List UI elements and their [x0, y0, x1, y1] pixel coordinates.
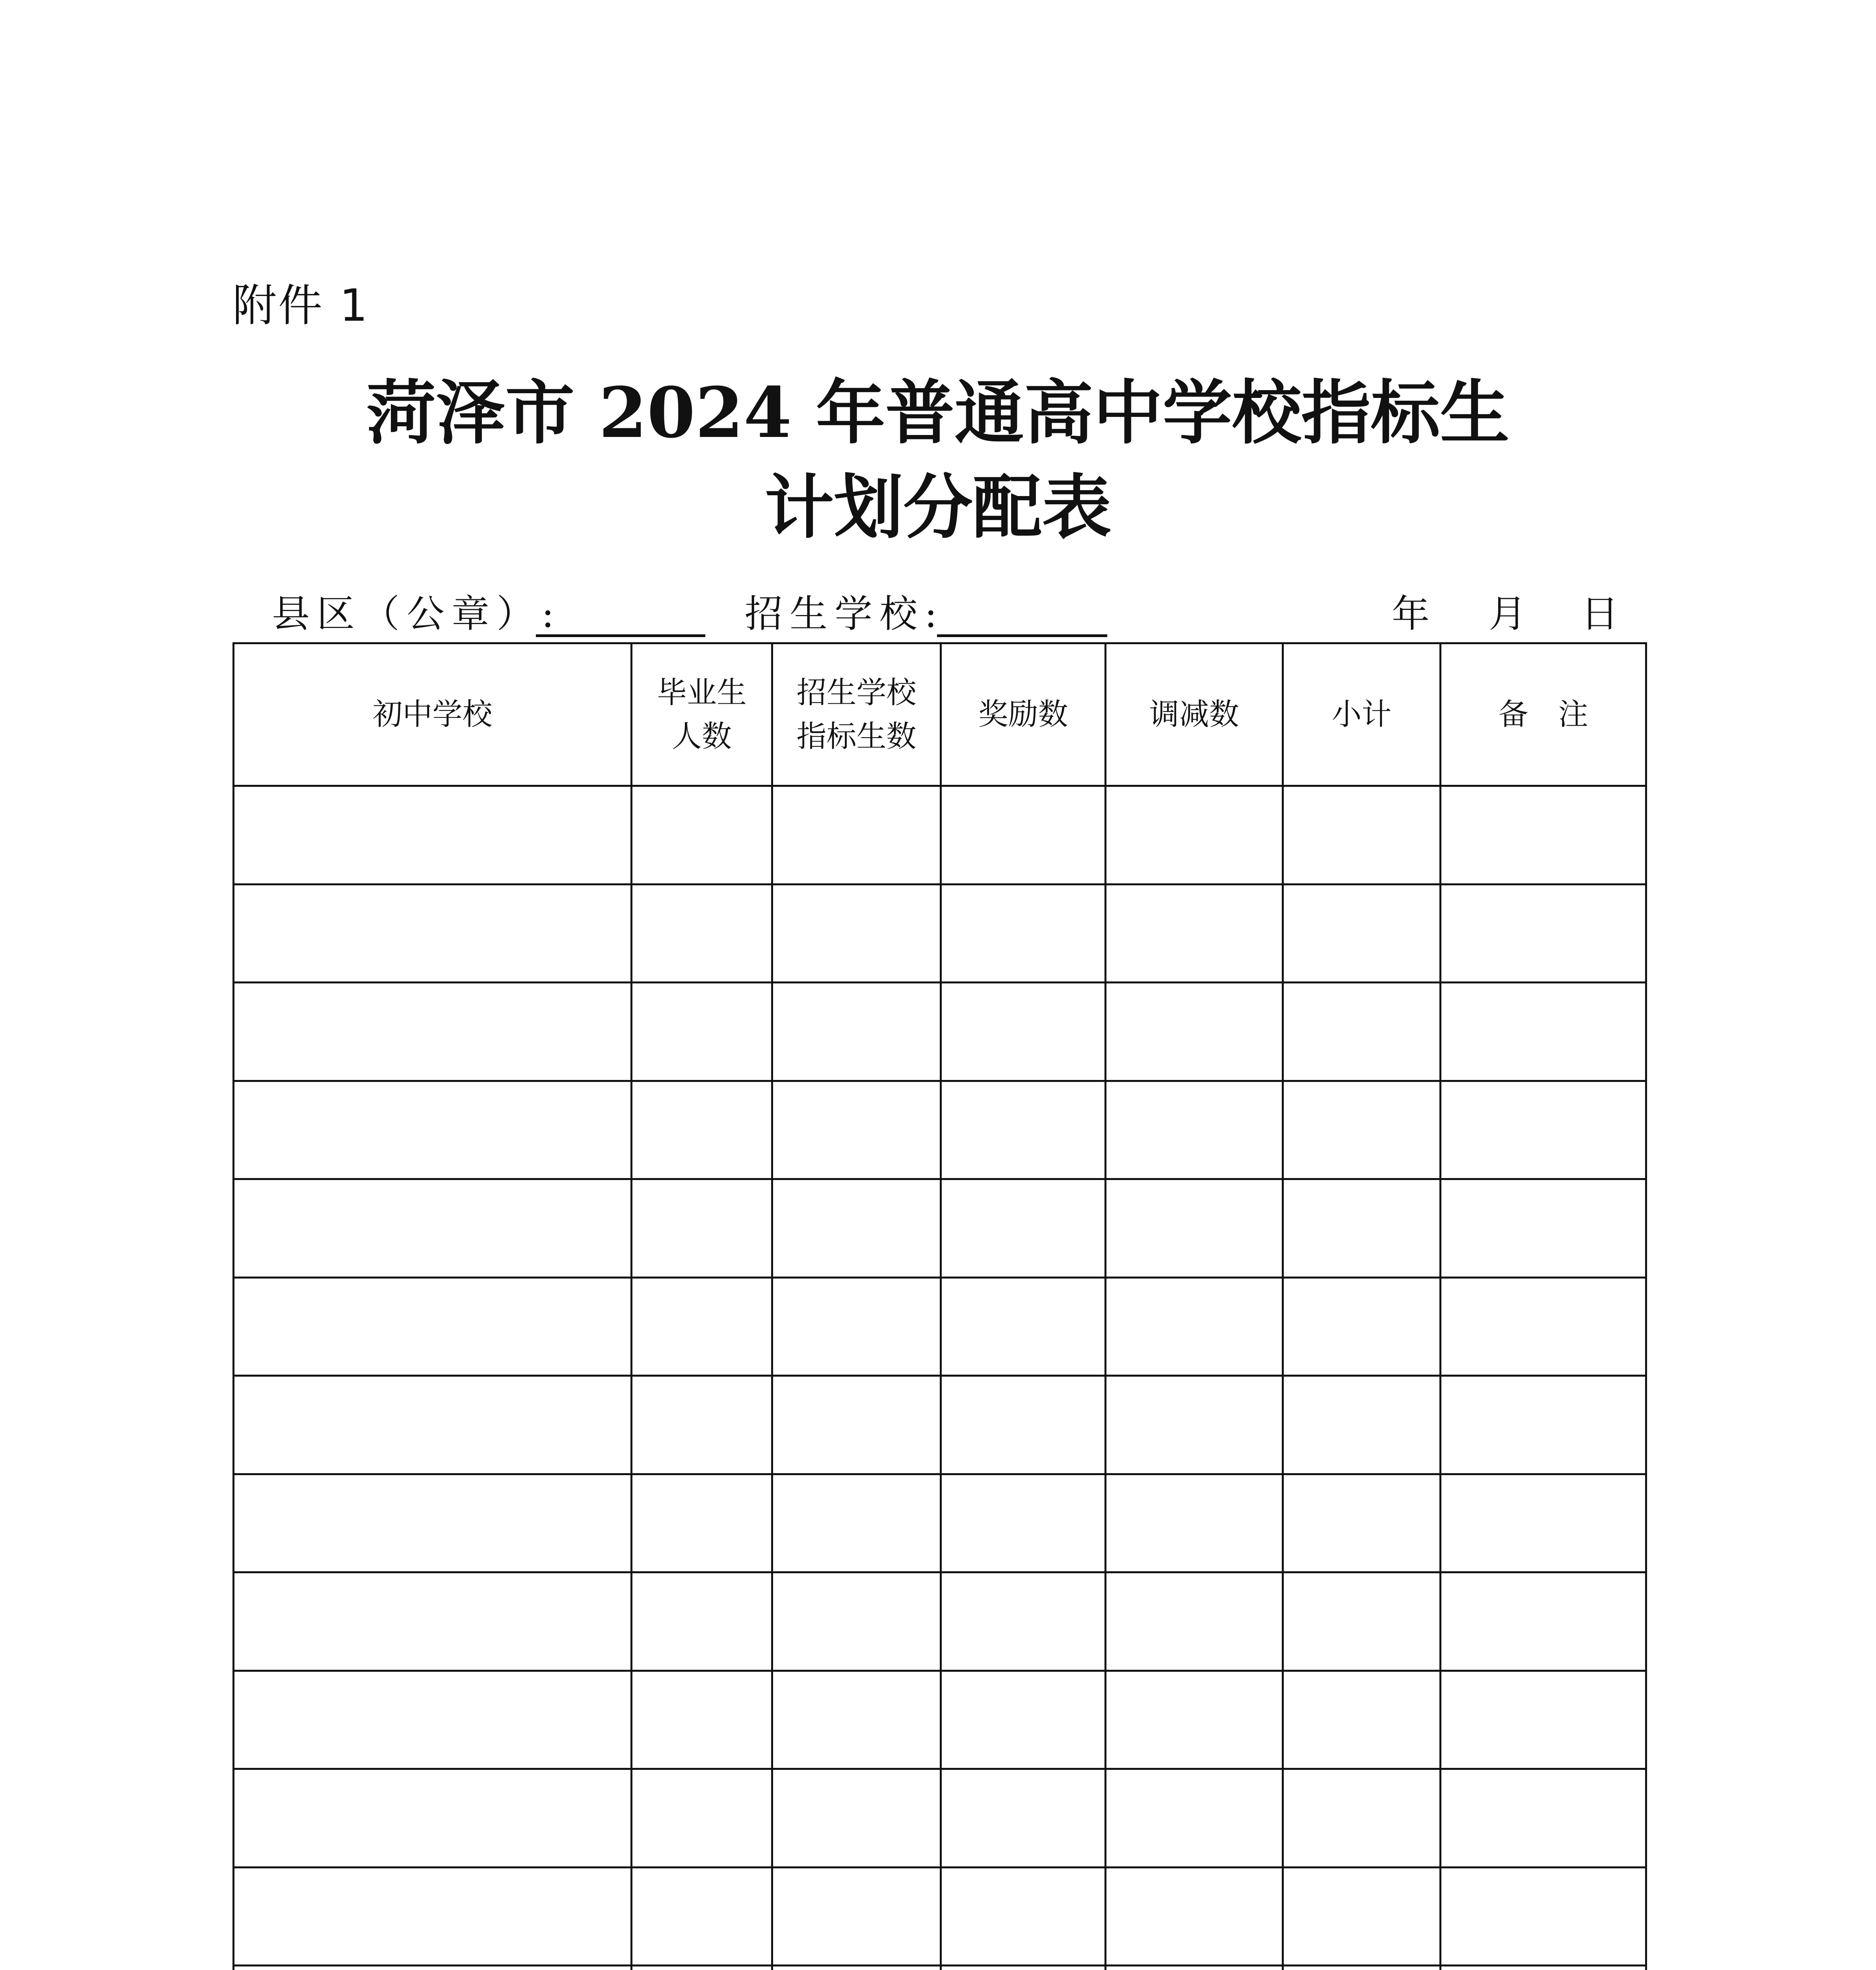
graduates-cell[interactable] [632, 1179, 772, 1278]
quota-cell[interactable] [772, 1179, 941, 1278]
quota-cell[interactable] [772, 1572, 941, 1671]
county-seal-label: 县区（公章）: [272, 592, 561, 636]
table-row [234, 1179, 1646, 1278]
junior-school-cell[interactable] [234, 1867, 632, 1966]
junior-school-cell[interactable] [234, 1179, 632, 1278]
reward-cell[interactable] [941, 1572, 1106, 1671]
table-row [234, 1671, 1646, 1769]
remarks-cell[interactable] [1441, 1179, 1646, 1278]
remarks-cell[interactable] [1441, 1671, 1646, 1769]
reduction-cell[interactable] [1106, 1867, 1283, 1966]
remarks-cell[interactable] [1441, 786, 1646, 885]
month-label: 月 [1489, 592, 1526, 636]
table-row [234, 1867, 1646, 1966]
reduction-cell[interactable] [1106, 1081, 1283, 1179]
table-row [234, 786, 1646, 885]
year-label: 年 [1392, 592, 1430, 636]
junior-school-cell[interactable] [234, 1572, 632, 1671]
reward-cell[interactable] [941, 1277, 1106, 1376]
junior-school-cell[interactable] [234, 1376, 632, 1474]
table-row [234, 1474, 1646, 1572]
graduates-cell[interactable] [632, 1376, 772, 1474]
graduates-cell[interactable] [632, 1966, 772, 1970]
subtotal-cell[interactable] [1283, 983, 1441, 1081]
remarks-cell[interactable] [1441, 1081, 1646, 1179]
table-row [234, 1277, 1646, 1376]
reward-cell[interactable] [941, 1966, 1106, 1970]
quota-cell[interactable] [772, 1671, 941, 1769]
reduction-cell[interactable] [1106, 1376, 1283, 1474]
header-quota: 招生学校 指标生数 [772, 643, 941, 786]
graduates-cell[interactable] [632, 983, 772, 1081]
reduction-cell[interactable] [1106, 1671, 1283, 1769]
header-junior-school: 初中学校 [234, 643, 632, 786]
document-title-line-2: 计划分配表 [764, 466, 1112, 548]
remarks-cell[interactable] [1441, 1474, 1646, 1572]
junior-school-cell[interactable] [234, 1769, 632, 1868]
subtotal-cell[interactable] [1283, 1966, 1441, 1970]
county-blank-underline[interactable] [536, 634, 705, 637]
junior-school-cell[interactable] [234, 1966, 632, 1970]
graduates-cell[interactable] [632, 884, 772, 983]
quota-cell[interactable] [772, 1966, 941, 1970]
graduates-cell[interactable] [632, 1769, 772, 1868]
day-label: 日 [1581, 592, 1619, 636]
subtotal-cell[interactable] [1283, 1179, 1441, 1278]
quota-cell[interactable] [772, 1867, 941, 1966]
remarks-cell[interactable] [1441, 884, 1646, 983]
quota-cell[interactable] [772, 1277, 941, 1376]
form-info-line [272, 592, 1619, 642]
graduates-cell[interactable] [632, 1277, 772, 1376]
remarks-cell[interactable] [1441, 1376, 1646, 1474]
recruiting-school-blank-underline[interactable] [937, 634, 1107, 637]
recruiting-school-label: 招生学校: [745, 592, 945, 636]
remarks-cell[interactable] [1441, 1572, 1646, 1671]
reduction-cell[interactable] [1106, 786, 1283, 885]
graduates-cell[interactable] [632, 1671, 772, 1769]
junior-school-cell[interactable] [234, 1277, 632, 1376]
table-row [234, 884, 1646, 983]
reward-cell[interactable] [941, 1474, 1106, 1572]
quota-cell[interactable] [772, 1474, 941, 1572]
reduction-cell[interactable] [1106, 1179, 1283, 1278]
table-header-row [234, 643, 1646, 786]
junior-school-cell[interactable] [234, 1081, 632, 1179]
allocation-table [232, 642, 1647, 1970]
remarks-cell[interactable] [1441, 1966, 1646, 1970]
junior-school-cell[interactable] [234, 884, 632, 983]
reward-cell[interactable] [941, 786, 1106, 885]
graduates-cell[interactable] [632, 1572, 772, 1671]
header-graduates: 毕业生 人数 [632, 643, 772, 786]
document-title-line-1: 菏泽市 2024 年普通高中学校指标生 [366, 372, 1510, 453]
subtotal-cell[interactable] [1283, 786, 1441, 885]
junior-school-cell[interactable] [234, 1671, 632, 1769]
reduction-cell[interactable] [1106, 1572, 1283, 1671]
reduction-cell[interactable] [1106, 1966, 1283, 1970]
subtotal-cell[interactable] [1283, 1572, 1441, 1671]
header-reduction: 调减数 [1106, 643, 1283, 786]
reduction-cell[interactable] [1106, 1474, 1283, 1572]
junior-school-cell[interactable] [234, 983, 632, 1081]
subtotal-cell[interactable] [1283, 1671, 1441, 1769]
table-row [234, 1376, 1646, 1474]
header-remarks: 备 注 [1441, 643, 1646, 786]
reward-cell[interactable] [941, 1179, 1106, 1278]
remarks-cell[interactable] [1441, 1867, 1646, 1966]
graduates-cell[interactable] [632, 1867, 772, 1966]
reward-cell[interactable] [941, 1671, 1106, 1769]
quota-cell[interactable] [772, 1376, 941, 1474]
graduates-cell[interactable] [632, 1081, 772, 1179]
reward-cell[interactable] [941, 884, 1106, 983]
quota-cell[interactable] [772, 884, 941, 983]
reduction-cell[interactable] [1106, 884, 1283, 983]
table-row [234, 983, 1646, 1081]
subtotal-cell[interactable] [1283, 1376, 1441, 1474]
remarks-cell[interactable] [1441, 1277, 1646, 1376]
subtotal-cell[interactable] [1283, 884, 1441, 983]
subtotal-cell[interactable] [1283, 1474, 1441, 1572]
graduates-cell[interactable] [632, 786, 772, 885]
reduction-cell[interactable] [1106, 1277, 1283, 1376]
junior-school-cell[interactable] [234, 786, 632, 885]
quota-cell[interactable] [772, 1081, 941, 1179]
header-subtotal: 小计 [1283, 643, 1441, 786]
remarks-cell[interactable] [1441, 983, 1646, 1081]
junior-school-cell[interactable] [234, 1474, 632, 1572]
reward-cell[interactable] [941, 1081, 1106, 1179]
reward-cell[interactable] [941, 983, 1106, 1081]
table-row [234, 1769, 1646, 1868]
table-row [234, 1081, 1646, 1179]
graduates-cell[interactable] [632, 1474, 772, 1572]
quota-cell[interactable] [772, 786, 941, 885]
subtotal-cell[interactable] [1283, 1769, 1441, 1868]
reward-cell[interactable] [941, 1376, 1106, 1474]
reduction-cell[interactable] [1106, 1769, 1283, 1868]
reward-cell[interactable] [941, 1769, 1106, 1868]
subtotal-cell[interactable] [1283, 1081, 1441, 1179]
subtotal-cell[interactable] [1283, 1277, 1441, 1376]
subtotal-cell[interactable] [1283, 1867, 1441, 1966]
quota-cell[interactable] [772, 1769, 941, 1868]
table-row [234, 1966, 1646, 1970]
table-row [234, 1572, 1646, 1671]
reward-cell[interactable] [941, 1867, 1106, 1966]
remarks-cell[interactable] [1441, 1769, 1646, 1868]
header-reward: 奖励数 [941, 643, 1106, 786]
reduction-cell[interactable] [1106, 983, 1283, 1081]
quota-cell[interactable] [772, 983, 941, 1081]
attachment-label: 附件 1 [232, 280, 369, 331]
